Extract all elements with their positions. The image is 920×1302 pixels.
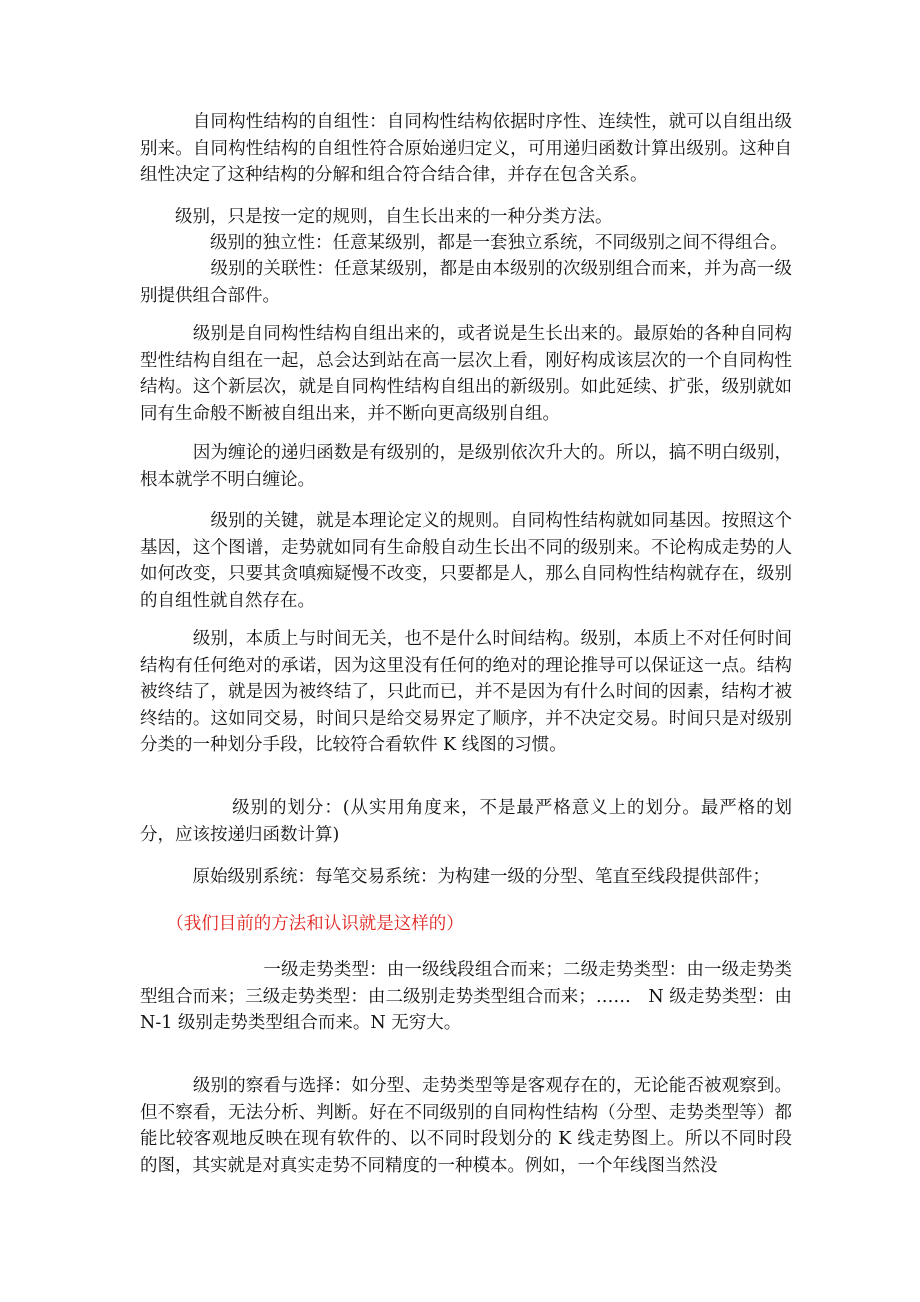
paragraph-level-growth: 级别是自同构性结构自组出来的，或者说是生长出来的。最原始的各种自同构型性结构自组在一起，总会达到站在高一层次上看，刚好构成该层次的一个自同构性结构。这个新层次，就是自同构性结构自组出的新级别。如此延续、扩张，级别就如同有生命般不断被自组出来，并不断向更高级别自组。 — [140, 324, 792, 424]
paragraph-trend-levels: 一级走势类型：由一级线段组合而来；二级走势类型：由一级走势类型组合而来；三级走势类型：由二级别走势类型组合而来；…… N 级走势类型：由 N-1 级别走势类型组合而来。N 无穷大。 — [140, 960, 792, 1033]
paragraph-self-organization: 自同构性结构的自组性：自同构性结构依据时序性、连续性，就可以自组出级别来。自同构性结构的自组性符合原始递归定义，可用递归函数计算出级别。这种自组性决定了这种结构的分解和组合符合结合律，并存在包含关系。 — [140, 112, 792, 185]
paragraph-level-independence: 级别的独立性：任意某级别，都是一套独立系统，不同级别之间不得组合。 — [140, 233, 788, 253]
paragraph-red-note: （我们目前的方法和认识就是这样的） — [140, 914, 464, 934]
paragraph-level-division: 级别的划分：(从实用角度来，不是最严格意义上的划分。最严格的划分，应该按递归函数计算) — [140, 798, 792, 845]
paragraph-level-key: 级别的关键，就是本理论定义的规则。自同构性结构就如同基因。按照这个基因，这个图谱，走势就如同有生命般自动生长出不同的级别来。不论构成走势的人如何改变，只要其贪嗔痴疑慢不改变，只要都是人，那么自同构性结构就存在，级别的自组性就自然存在。 — [140, 511, 792, 611]
paragraph-original-system: 原始级别系统：每笔交易系统：为构建一级的分型、笔直至线段提供部件； — [140, 867, 770, 887]
paragraph-level-viewing: 级别的察看与选择：如分型、走势类型等是客观存在的，无论能否被观察到。但不察看，无法分析、判断。好在不同级别的自同构性结构（分型、走势类型等）都能比较客观地反映在现有软件的、以不同时段划分的 K 线走势图上。所以不同时段的图，其实就是对真实走势不同精度的一种模本。例如，一个年线图当然没 — [140, 1076, 792, 1176]
paragraph-level-association: 级别的关联性：任意某级别，都是由本级别的次级别组合而来，并为高一级别提供组合部件。 — [140, 259, 792, 306]
paragraph-recursive-function: 因为缠论的递归函数是有级别的，是级别依次升大的。所以，搞不明白级别，根本就学不明白缠论。 — [140, 443, 792, 490]
paragraph-level-definition: 级别，只是按一定的规则，自生长出来的一种分类方法。 — [140, 207, 613, 227]
paragraph-level-time: 级别，本质上与时间无关，也不是什么时间结构。级别，本质上不对任何时间结构有任何绝对的承诺，因为这里没有任何的绝对的理论推导可以保证这一点。结构被终结了，就是因为被终结了，只此而已，并不是因为有什么时间的因素，结构才被终结的。这如同交易，时间只是给交易界定了顺序，并不决定交易。时间只是对级别 分类的一种划分手段，比较符合看软件 K 线图的习惯。 — [140, 629, 792, 755]
